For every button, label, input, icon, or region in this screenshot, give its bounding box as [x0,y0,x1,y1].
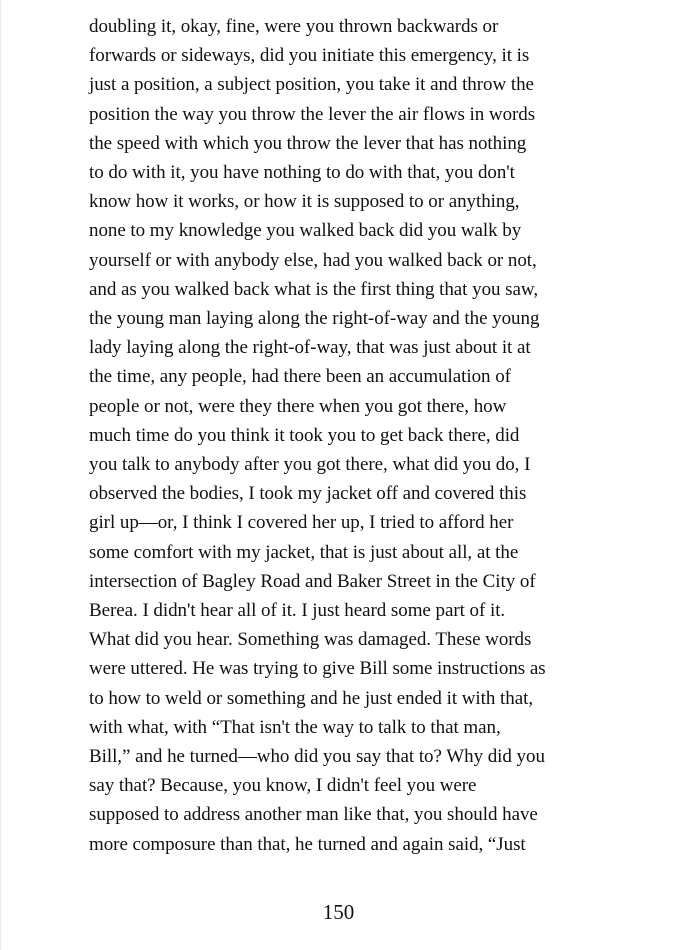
text-line: the speed with which you throw the lever that has nothing [89,132,527,154]
text-line: the time, any people, had there been an accumulation of [89,366,511,388]
text-line: were uttered. He was trying to give Bill some instructions as [89,658,546,680]
text-line: What did you hear. Something was damaged. These words [89,629,532,651]
text-line: to do with it, you have nothing to do with that, you don't [89,162,515,184]
text-line: Berea. I didn't hear all of it. I just heard some part of it. [89,600,506,622]
text-line: supposed to address another man like that, you should have [89,804,538,826]
text-line: with what, with “That isn't the way to talk to that man, [89,716,501,738]
page-number: 150 [322,900,355,924]
text-line: say that? Because, you know, I didn't feel you were [89,775,477,797]
text-line: lady laying along the right-of-way, that was just about it at [89,337,531,359]
text-line: some comfort with my jacket, that is just about all, at the [89,541,519,563]
text-line: observed the bodies, I took my jacket off and covered this [89,483,527,505]
text-line: people or not, were they there when you got there, how [89,395,507,417]
text-line: to how to weld or something and he just ended it with that, [89,687,534,709]
text-line: much time do you think it took you to get back there, did [89,424,520,446]
text-line: the young man laying along the right-of-way and the young [89,308,540,330]
text-line: yourself or with anybody else, had you walked back or not, [89,249,537,271]
text-line: you talk to anybody after you got there, what did you do, I [89,454,531,476]
page-body [89,12,599,859]
text-line: Bill,” and he turned—who did you say that to? Why did you [89,746,545,768]
text-line: intersection of Bagley Road and Baker Street in the City of [89,570,536,592]
text-line: position the way you throw the lever the air flows in words [89,103,536,125]
text-line: more composure than that, he turned and again said, “Just [89,833,526,855]
text-line: just a position, a subject position, you take it and throw the [89,74,534,96]
text-line: forwards or sideways, did you initiate this emergency, it is [89,45,530,67]
text-line: doubling it, okay, fine, were you thrown backwards or [89,16,499,37]
text-line: know how it works, or how it is supposed to or anything, [89,191,520,213]
text-line: none to my knowledge you walked back did you walk by [89,220,522,242]
text-line: girl up—or, I think I covered her up, I tried to afford her [89,512,514,534]
text-line: and as you walked back what is the first thing that you saw, [89,278,539,300]
